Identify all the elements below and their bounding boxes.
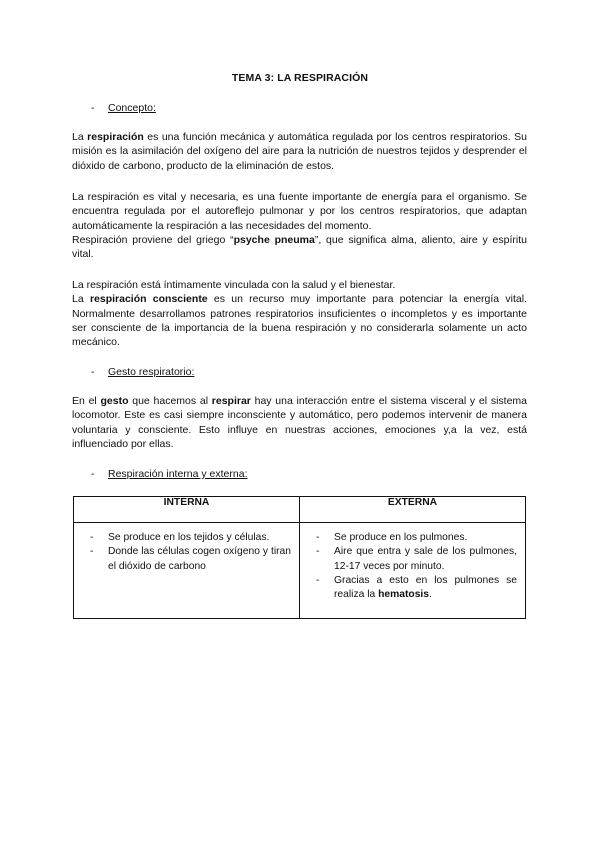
list-item: - Donde las células cogen oxígeno y tiran el dióxido de carbono (90, 546, 291, 572)
cell-interna (74, 523, 300, 619)
section-heading-gesto (91, 366, 194, 378)
bold-term: respiración consciente (89, 293, 208, 306)
cell-externa (300, 523, 526, 619)
list-item: - Se produce en los tejidos y células. (90, 532, 270, 543)
section-label: Concepto: (108, 102, 156, 114)
table-row (74, 523, 526, 619)
section-label: Respiración interna y externa: (108, 468, 248, 480)
list-item: - Gracias a esto en los pulmones se realiza la hematosis. (316, 574, 517, 601)
list-item: - Aire que entra y sale de los pulmones, 12-17 veces por minuto. (316, 546, 517, 572)
list-item: - Se produce en los pulmones. (316, 532, 468, 543)
paragraph-gesture: En el gesto que hacemos al respirar hay una interacción entre el sistema visceral y el sistema locomotor. Este es casi siempre inconsciente y automático, pero podemos intervenir de manera voluntaria y consciente. Esto influye en nuestras acciones, emociones y,a la vez, está influenciado por ellas. (72, 395, 527, 450)
bold-term: respirar (211, 395, 251, 407)
document-title: TEMA 3: LA RESPIRACIÓN (231, 72, 369, 84)
section-heading-concepto (91, 102, 156, 114)
respiration-table (73, 496, 526, 619)
header-externa: EXTERNA (300, 497, 526, 523)
paragraph-health: La respiración está íntimamente vinculada con la salud y el bienestar. La respiración consciente es un recurso muy importante para potenciar la energía vital. Normalmente desarrollamos patrones respiratorios insuficientes o incompletos y es importante ser consciente de la importancia de la buena respiración y no considerarla solamente un acto mecánico. (72, 279, 527, 349)
section-bullet: - (91, 468, 95, 480)
section-bullet: - (91, 102, 95, 114)
bold-term: psyche pneuma (233, 233, 315, 246)
bold-term: respiración (87, 131, 144, 143)
list-interna (90, 531, 291, 574)
bold-term: gesto (100, 395, 129, 407)
section-heading-interna-externa (91, 468, 248, 480)
paragraph-vital: La respiración es vital y necesaria, es una fuente importante de energía para el organismo. Se encuentra regulada por el autoreflejo pulmonar y por los centros respiratorios, que adaptan automáticamente la respiración a las necesidades del momento. Respiración proviene del griego “psyche pneuma”, que significa alma, aliento, aire y espíritu vital. (72, 191, 527, 261)
table-header-row (74, 497, 526, 523)
header-interna: INTERNA (74, 497, 300, 523)
bold-term: hematosis (378, 589, 430, 601)
section-bullet: - (91, 366, 95, 378)
list-externa (316, 531, 517, 602)
paragraph-definition: La respiración es una función mecánica y automática regulada por los centros respiratorios. Su misión es la asimilación del oxígeno del aire para la nutrición de nuestros tejidos y desprender el dióxido de carbono, producto de la eliminación de estos. (72, 131, 527, 172)
section-label: Gesto respiratorio: (108, 366, 195, 378)
